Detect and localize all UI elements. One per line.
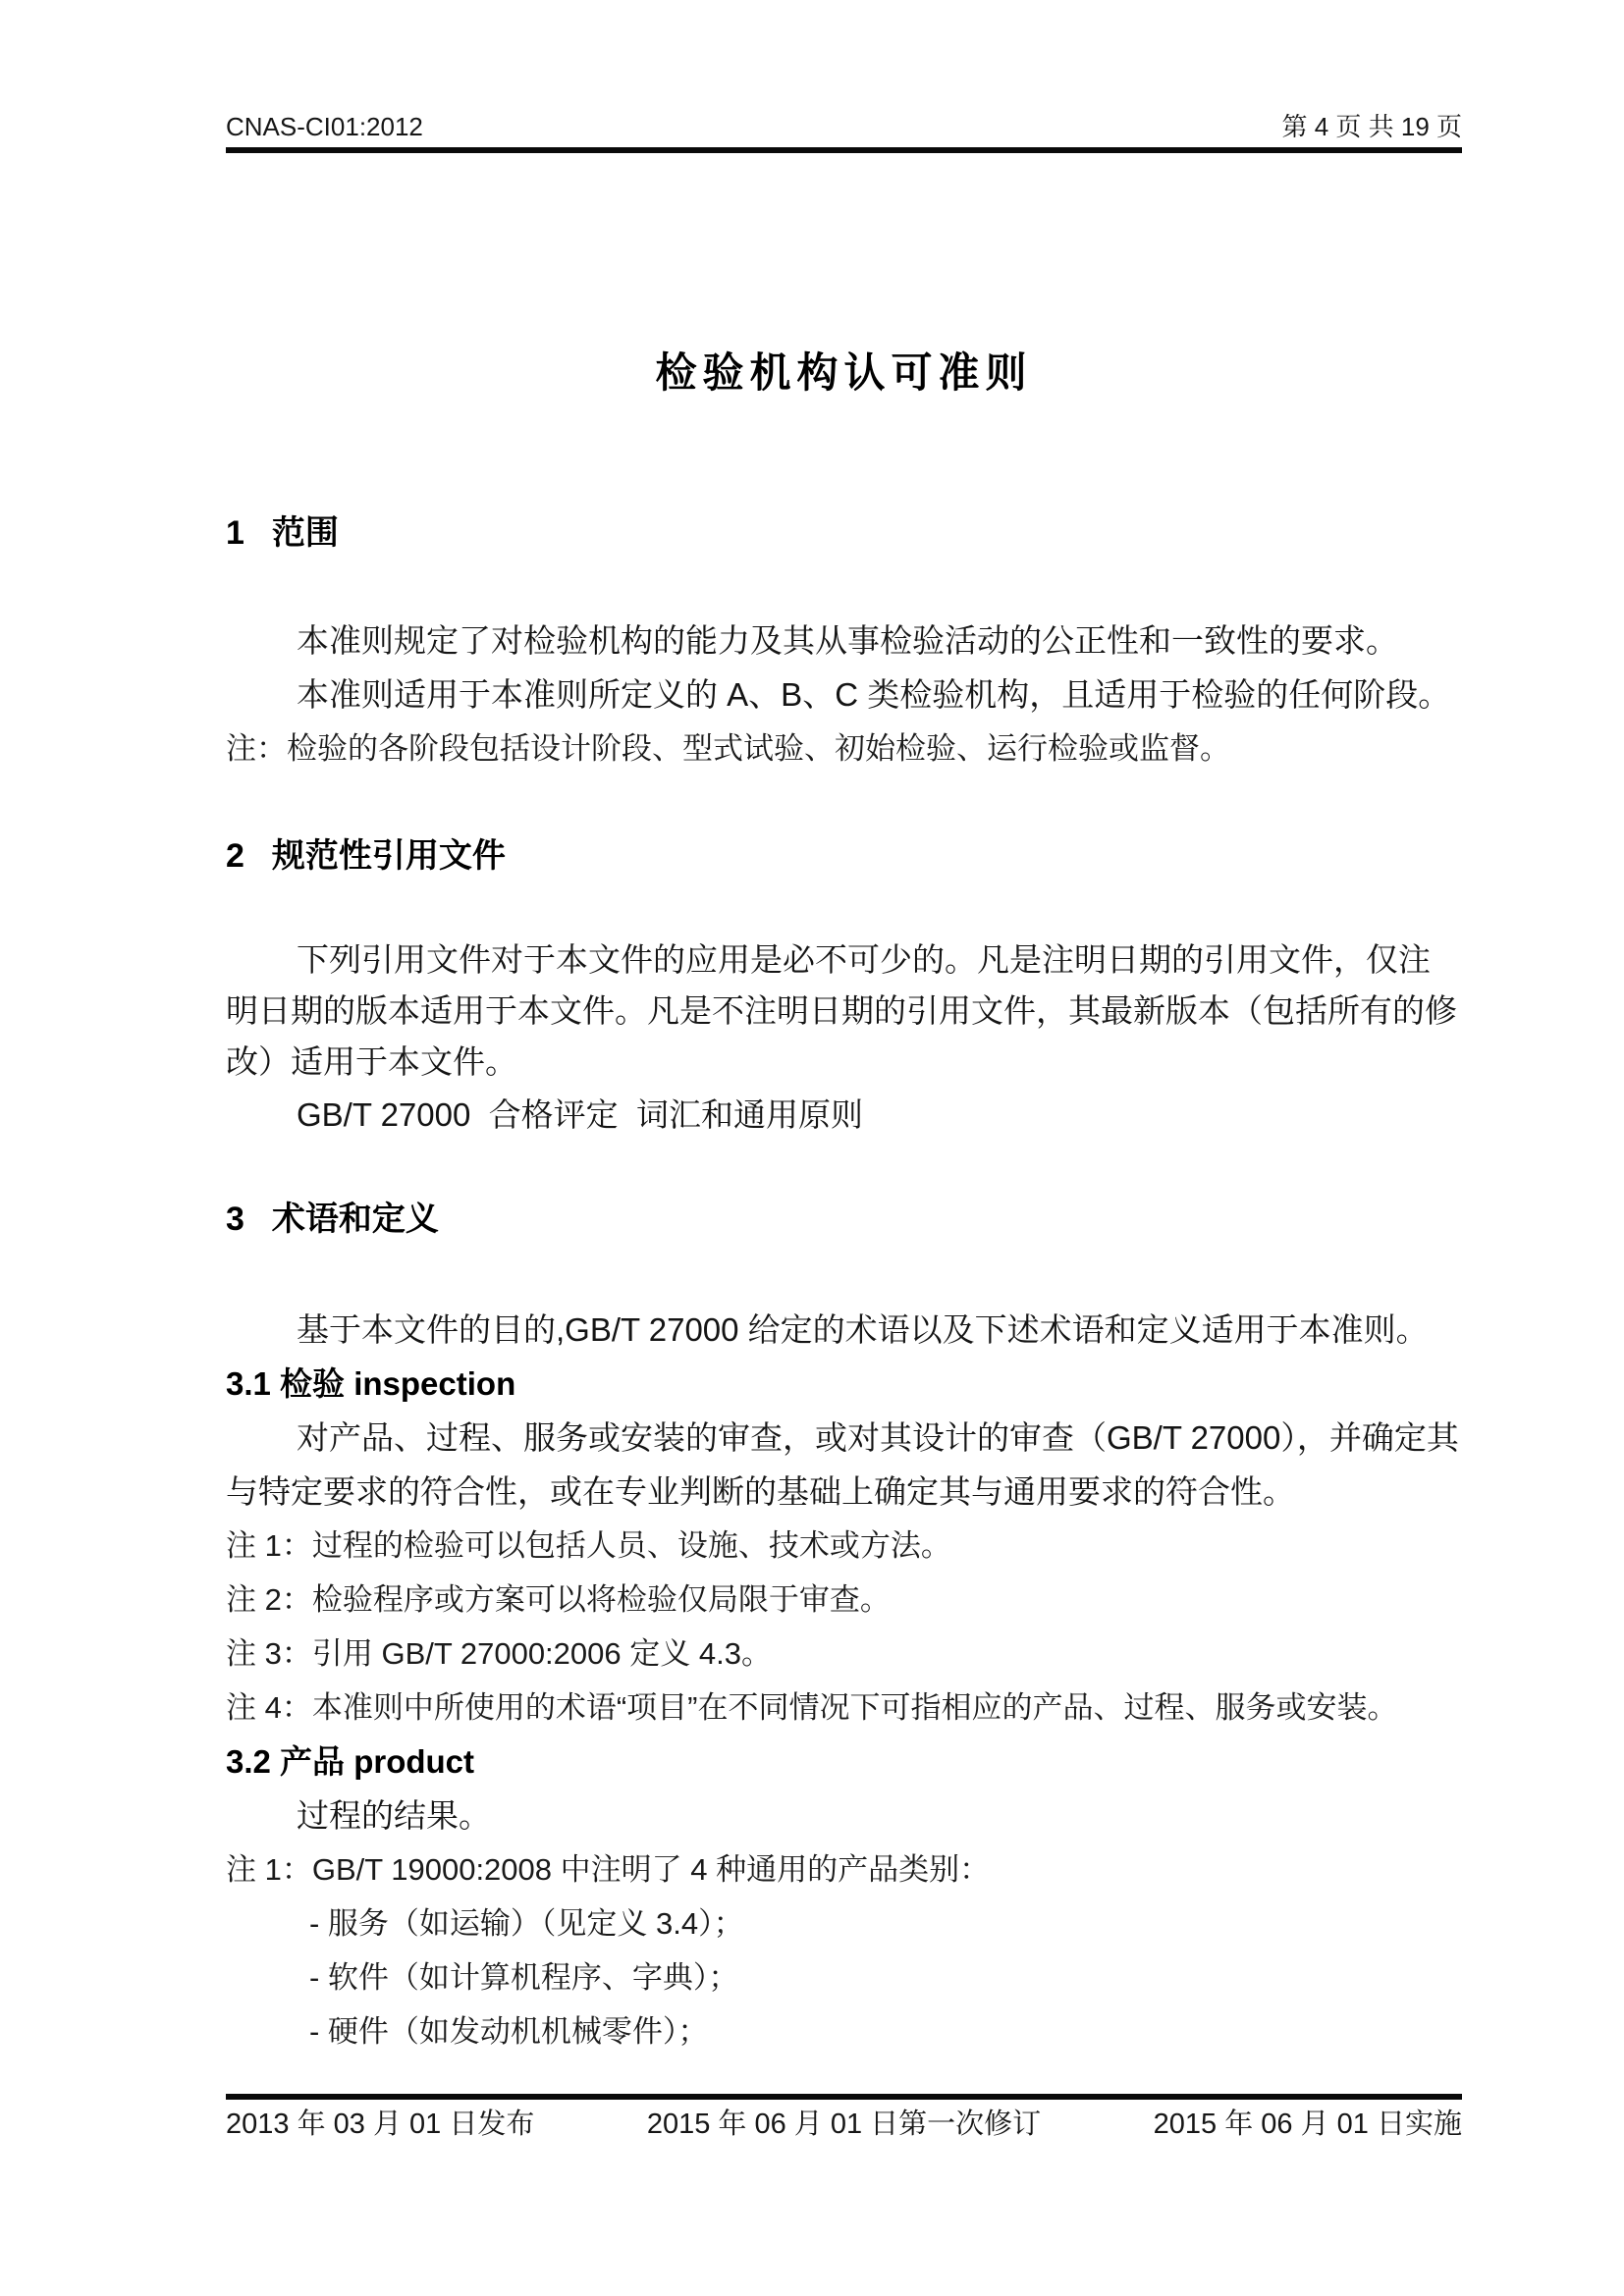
- term-3-1-note-3: 注 3：引用 GB/T 27000:2006 定义 4.3。: [226, 1636, 772, 1671]
- section-1-note: 注：检验的各阶段包括设计阶段、型式试验、初始检验、运行检验或监督。: [226, 731, 1230, 766]
- footer-rule: [226, 2094, 1462, 2100]
- section-2-reference: GB/T 27000 合格评定 词汇和通用原则: [297, 1096, 864, 1133]
- footer-revision-date: 2015 年 06 月 01 日第一次修订: [646, 2109, 1042, 2140]
- product-category-hardware: - 硬件（如发动机机械零件）；: [309, 2014, 709, 2049]
- page-number: 第 4 页 共 19 页: [1281, 112, 1462, 141]
- page-header: [226, 110, 1462, 143]
- section-2-heading: [226, 829, 1462, 883]
- header-rule: [226, 147, 1462, 153]
- page-footer: [226, 2108, 1462, 2141]
- term-3-2-note-1: 注 1：GB/T 19000:2008 中注明了 4 种通用的产品类别：: [226, 1852, 991, 1887]
- footer-issue-date: 2013 年 03 月 01 日发布: [226, 2109, 535, 2140]
- section-3-heading: [226, 1193, 1462, 1247]
- section-3-intro: 基于本文件的目的,GB/T 27000 给定的术语以及下述术语和定义适用于本准则。: [297, 1311, 1429, 1348]
- section-1-number: 1: [226, 514, 244, 552]
- section-2-paragraph-1: 下列引用文件对于本文件的应用是必不可少的。凡是注明日期的引用文件，仅注明日期的版本适用于本文件。凡是不注明日期的引用文件，其最新版本（包括所有的修改）适用于本文件。: [226, 941, 1457, 1080]
- section-2-number: 2: [226, 837, 244, 875]
- term-3-1-paragraph: 对产品、过程、服务或安装的审查，或对其设计的审查（GB/T 27000），并确定其与特定要求的符合性，或在专业判断的基础上确定其与通用要求的符合性。: [226, 1419, 1459, 1510]
- section-1-paragraph-2: 本准则适用于本准则所定义的 A、B、C 类检验机构，且适用于检验的任何阶段。: [297, 676, 1451, 713]
- term-3-1-heading: 3.1 检验 inspection: [226, 1365, 516, 1402]
- term-3-1-note-2: 注 2：检验程序或方案可以将检验仅局限于审查。: [226, 1582, 891, 1617]
- product-category-service: - 服务（如运输）（见定义 3.4）；: [309, 1906, 744, 1941]
- doc-code: CNAS-CI01:2012: [226, 112, 423, 141]
- section-1-heading: [226, 507, 1462, 561]
- section-1-title: 范围: [271, 514, 339, 552]
- term-3-1-note-4: 注 4：本准则中所使用的术语“项目”在不同情况下可指相应的产品、过程、服务或安装。: [226, 1690, 1398, 1725]
- document-title: 检验机构认可准则: [655, 349, 1033, 396]
- section-3-title: 术语和定义: [271, 1201, 439, 1238]
- term-3-2-heading: 3.2 产品 product: [226, 1743, 475, 1780]
- section-1-paragraph-1: 本准则规定了对检验机构的能力及其从事检验活动的公正性和一致性的要求。: [297, 622, 1398, 659]
- term-3-2-paragraph: 过程的结果。: [297, 1797, 491, 1834]
- term-3-1-note-1: 注 1：过程的检验可以包括人员、设施、技术或方法。: [226, 1528, 951, 1563]
- product-category-software: - 软件（如计算机程序、字典）；: [309, 1960, 739, 1995]
- footer-implementation-date: 2015 年 06 月 01 日实施: [1153, 2109, 1462, 2140]
- section-2-title: 规范性引用文件: [271, 837, 506, 875]
- section-3-number: 3: [226, 1201, 244, 1238]
